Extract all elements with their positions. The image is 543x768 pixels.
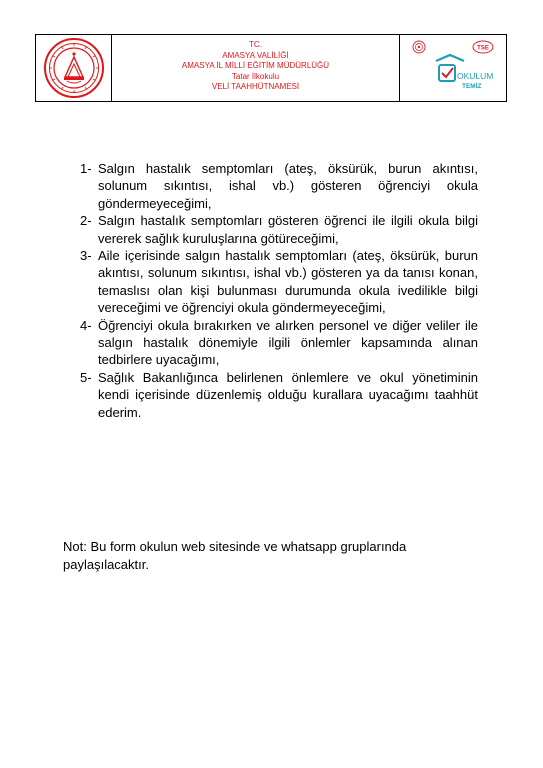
list-item — [80, 160, 478, 212]
list-item — [80, 247, 478, 317]
item-number: 4- — [80, 317, 92, 333]
item-number: 5- — [80, 369, 92, 385]
badge-word-okulum: OKULUM — [457, 71, 494, 81]
item-text: Salgın hastalık semptomları (ateş, öksürük, burun akıntısı, solunum sıkıntısı, ishal vb.) gösteren öğrenciyi okula göndermeyeceğimi, — [98, 161, 478, 211]
header-logo-cell — [36, 35, 112, 101]
header-school-name: Tatar İlkokulu — [231, 71, 280, 81]
tse-label: TSE — [477, 45, 489, 52]
list-item — [80, 212, 478, 247]
header-country: TC. — [249, 40, 262, 49]
header-form-title: VELİ TAAHHÜTNAMESİ — [211, 82, 300, 91]
badge-word-temiz: TEMİZ — [462, 83, 482, 90]
item-text: Sağlık Bakanlığınca belirlenen önlemlere ve okul yönetiminin kendi içerisinde düzenlemiş olduğu kurallara uyacağımı taahhüt ederim. — [98, 369, 478, 420]
header-governorship: AMASYA VALİLİĞİ — [222, 50, 289, 60]
meb-seal-logo — [43, 37, 105, 99]
list-item — [80, 369, 478, 421]
header-table — [35, 34, 507, 102]
small-emblem-icon — [412, 40, 426, 54]
okulum-temiz-badge — [430, 47, 500, 93]
item-text: Aile içerisinde salgın hastalık semptomları (ateş, öksürük, burun akıntısı, solunum sıkıntısı, ishal vb.) gösteren ya da tanısı konan, temaslısı olan kişi bulunması durumunda okula ivedilikle bilgi vereceğimi ve öğrenciyi okula göndermeyeceğimi, — [98, 248, 478, 316]
item-number: 3- — [80, 248, 92, 264]
header-badges-cell — [400, 35, 506, 101]
footer-note: Not: Bu form okulun web sitesinde ve whatsapp gruplarında paylaşılacaktır. — [63, 539, 407, 572]
list-item — [80, 317, 478, 369]
header-title-cell — [112, 35, 400, 101]
commitment-list — [80, 160, 478, 421]
item-text: Salgın hastalık semptomları gösteren öğrenci ile ilgili okula bilgi vererek sağlık kuruluşlarına götüreceğimi, — [98, 213, 478, 246]
item-text: Öğrenciyi okula bırakırken ve alırken personel ve diğer veliler ile salgın hastalık dönemiyle ilgili önlemler kapsamında alınan tedbirlere uyacağımı, — [98, 317, 478, 368]
item-number: 1- — [80, 161, 92, 176]
header-directorate: AMASYA İL MİLLİ EĞİTİM MÜDÜRLÜĞÜ — [181, 61, 330, 70]
item-number: 2- — [80, 213, 92, 229]
